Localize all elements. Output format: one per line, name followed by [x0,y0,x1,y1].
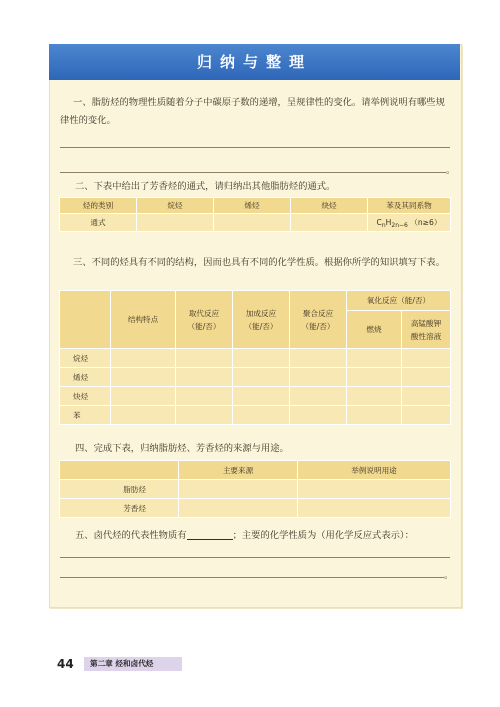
table-cell[interactable] [176,368,233,387]
header-main-source: 主要来源 [179,461,298,480]
table-cell[interactable] [233,368,290,387]
corner-cell [60,461,179,480]
header-addition-note: （能/否） [244,321,278,331]
question-3-text: 三、不同的烃具有不同的结构，因而也具有不同的化学性质。根据你所学的知识填写下表。 [73,257,445,268]
row-label-alkene: 烯烃 [60,368,111,387]
header-polymerization-label: 聚合反应 [302,308,334,318]
table-cell[interactable] [298,480,451,499]
section-banner: 归纳与整理 [49,44,460,80]
header-addition-label: 加成反应 [245,308,277,318]
table-cell[interactable] [347,368,402,387]
header-hydrocarbon-class: 烃的类别 [60,198,137,214]
answer-line[interactable] [60,147,450,148]
header-oxidation: 氧化反应（能/否） [347,291,451,311]
table-cell[interactable] [402,349,451,368]
table-cell[interactable] [233,349,290,368]
page-number: 44 [57,657,74,671]
table-cell[interactable] [179,499,298,518]
table-cell[interactable] [179,480,298,499]
question-5-text [75,527,460,545]
answer-line[interactable] [60,172,446,173]
formula-n-sub: n [381,221,386,229]
source-use-table [59,460,451,518]
header-kmno4 [402,311,451,349]
row-label-aliphatic: 脂肪烃 [60,480,179,499]
table-cell[interactable] [111,387,176,406]
chapter-label: 第二章 烃和卤代烃 [84,657,182,671]
row-label-benzene: 苯 [60,406,111,425]
header-kmno4-label: 高锰酸钾 [410,318,442,328]
table-cell[interactable] [111,368,176,387]
row-label-alkane: 烷烃 [60,349,111,368]
header-benzene-homologs: 苯及其同系物 [368,198,451,214]
header-polymerization [290,291,347,349]
table-cell[interactable] [298,499,451,518]
table-cell[interactable] [111,349,176,368]
fill-blank[interactable] [187,529,233,540]
header-combustion: 燃烧 [347,311,402,349]
table-cell[interactable] [290,349,347,368]
header-addition [233,291,290,349]
cell-alkyne-formula[interactable] [291,214,368,232]
table-cell[interactable] [111,406,176,425]
table-cell[interactable] [176,406,233,425]
header-substitution-label: 取代反应 [188,308,220,318]
row-label-alkyne: 炔烃 [60,387,111,406]
question-4-text: 四、完成下表，归纳脂肪烃、芳香烃的来源与用途。 [75,443,289,454]
cell-benzene-formula [368,214,451,232]
table-cell[interactable] [290,368,347,387]
formula-h: H [385,217,392,227]
table-cell[interactable] [290,406,347,425]
header-polymerization-note: （能/否） [301,321,335,331]
header-uses: 举例说明用途 [298,461,451,480]
formula-condition: （n≥6） [410,217,442,227]
table-cell[interactable] [233,387,290,406]
question-1-text: 一、脂肪烃的物理性质随着分子中碳原子数的递增，呈规律性的变化。请举例说明有哪些规律性的变化。 [60,97,445,126]
formula-h-sub: 2n−6 [391,221,408,229]
formula-c: C [376,217,382,227]
header-alkene: 烯烃 [214,198,291,214]
header-structure: 结构特点 [111,291,176,349]
table-cell[interactable] [290,387,347,406]
row-label-general-formula: 通式 [60,214,137,232]
formula-table [59,197,451,232]
table-cell[interactable] [347,387,402,406]
end-mark: 。 [444,571,454,581]
table-cell[interactable] [176,349,233,368]
table-cell[interactable] [402,387,451,406]
end-mark: 。 [446,166,456,176]
corner-cell [60,291,111,349]
row-label-aromatic: 芳香烃 [60,499,179,518]
cell-alkene-formula[interactable] [214,214,291,232]
table-cell[interactable] [347,349,402,368]
question-2-text: 二、下表中给出了芳香烃的通式，请归纳出其他脂肪烃的通式。 [75,181,336,192]
header-kmno4-note: 酸性溶液 [410,331,442,341]
table-cell[interactable] [176,387,233,406]
table-cell[interactable] [402,406,451,425]
table-cell[interactable] [347,406,402,425]
table-cell[interactable] [402,368,451,387]
question-5-prefix: 五、卤代烃的代表性物质有 [75,530,187,541]
header-alkyne: 炔烃 [291,198,368,214]
answer-line[interactable] [60,577,444,578]
table-cell[interactable] [233,406,290,425]
cell-alkane-formula[interactable] [137,214,214,232]
header-substitution [176,291,233,349]
properties-table [59,290,451,425]
answer-line[interactable] [60,557,450,558]
header-alkane: 烷烃 [137,198,214,214]
question-5-suffix: ；主要的化学性质为（用化学反应式表示）： [232,530,414,541]
header-substitution-note: （能/否） [187,321,221,331]
